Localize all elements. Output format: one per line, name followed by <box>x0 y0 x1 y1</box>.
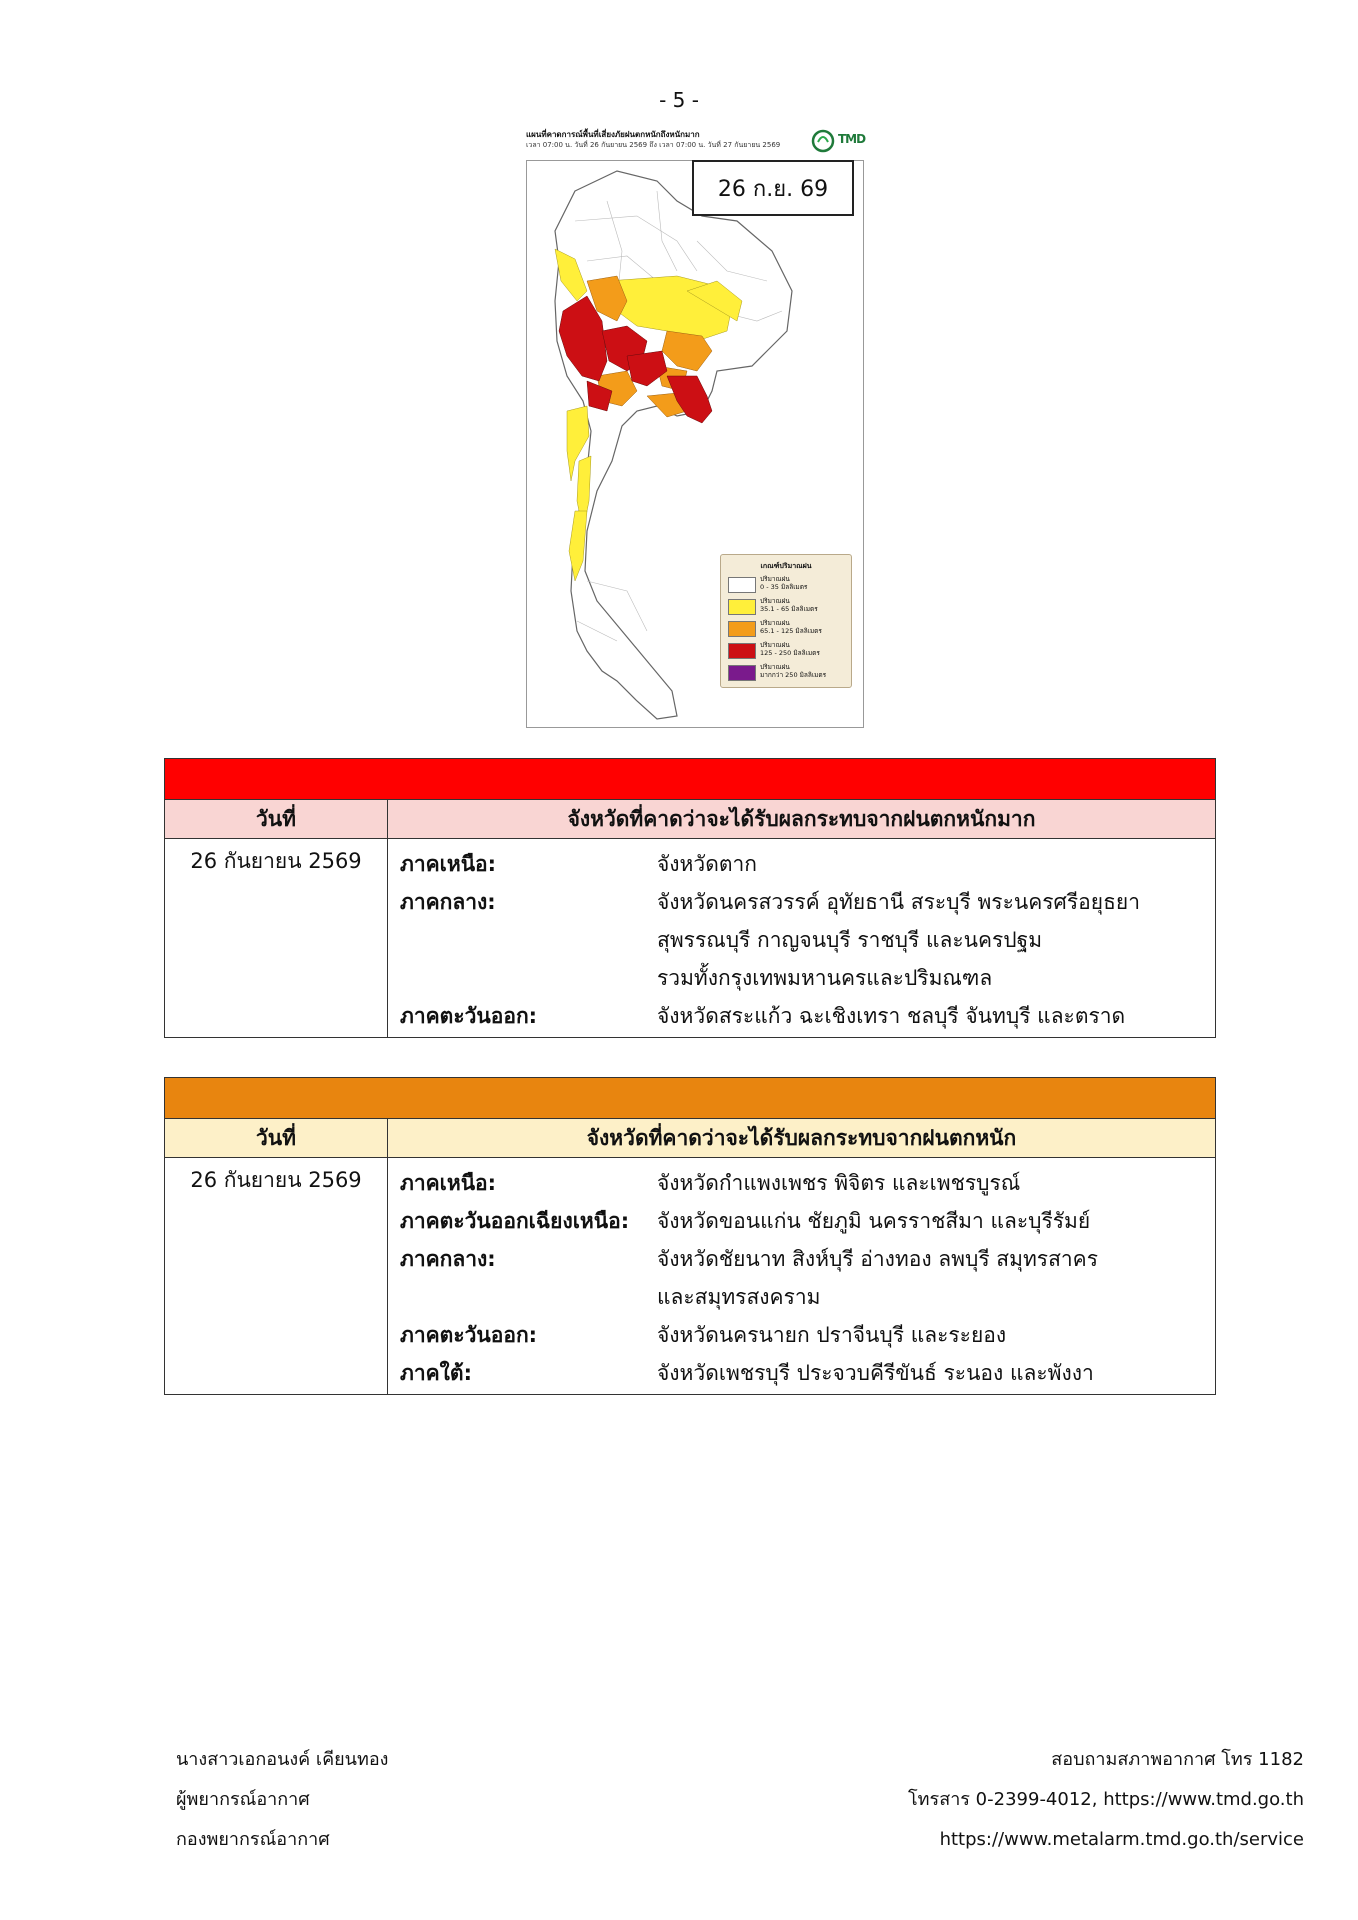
legend-title: เกณฑ์ปริมาณฝน <box>760 562 812 570</box>
legend-text: ปริมาณฝน 0 - 35 มิลลิเมตร <box>760 575 808 591</box>
heavy-rain-table <box>164 1077 1216 1395</box>
contact-fax-website[interactable]: โทรสาร 0-2399-4012, https://www.tmd.go.th <box>908 1789 1304 1810</box>
region-rows <box>388 839 1215 1037</box>
tmd-logo: TMD <box>838 132 866 146</box>
province-list: จังหวัดนครนายก ปราจีนบุรี และระยอง <box>657 1323 1007 1347</box>
legend-item <box>728 641 848 659</box>
legend-swatch <box>728 599 756 615</box>
region-name: ภาคตะวันออก: <box>400 1004 538 1028</box>
header-provinces: จังหวัดที่คาดว่าจะได้รับผลกระทบจากฝนตกหนัก <box>586 1125 1017 1150</box>
province-list: จังหวัดนครสวรรค์ อุทัยธานี สระบุรี พระนครศรีอยุธยา สุพรรณบุรี กาญจนบุรี ราชบุรี และนครปฐม รวมทั้งกรุงเทพมหานครและปริมณฑล <box>657 890 1140 990</box>
map-header <box>526 130 806 158</box>
legend-item <box>728 575 848 593</box>
contact-phone: สอบถามสภาพอากาศ โทร 1182 <box>1051 1749 1304 1770</box>
region-name: ภาคเหนือ: <box>400 1171 497 1195</box>
contact-service-link[interactable]: https://www.metalarm.tmd.go.th/service <box>939 1829 1304 1850</box>
region-name: ภาคใต้: <box>400 1361 472 1385</box>
forecaster-name: นางสาวเอกอนงค์ เคียนทอง <box>176 1749 389 1770</box>
region-row <box>388 1316 1215 1354</box>
region-row <box>388 1202 1215 1240</box>
footer-contact <box>908 1740 1304 1860</box>
region-name: ภาคเหนือ: <box>400 852 497 876</box>
legend-swatch <box>728 621 756 637</box>
table-header <box>165 1119 1215 1158</box>
region-row <box>388 1164 1215 1202</box>
region-rows <box>388 1158 1215 1394</box>
table-body <box>165 839 1215 1037</box>
region-name: ภาคกลาง: <box>400 1247 496 1271</box>
region-name: ภาคตะวันออก: <box>400 1323 538 1347</box>
region-row <box>388 997 1215 1035</box>
footer-signature <box>176 1740 388 1860</box>
rain-risk-map-figure <box>520 126 872 726</box>
legend-swatch <box>728 643 756 659</box>
table-body <box>165 1158 1215 1394</box>
region-row <box>388 1354 1215 1392</box>
province-list: จังหวัดตาก <box>657 852 757 876</box>
legend-item <box>728 663 848 681</box>
severity-bar-red <box>165 759 1215 800</box>
map-title: แผนที่คาดการณ์พื้นที่เสี่ยงภัยฝนตกหนักถึงหนักมาก <box>526 130 700 139</box>
region-name: ภาคตะวันออกเฉียงเหนือ: <box>400 1209 630 1233</box>
forecaster-title: ผู้พยากรณ์อากาศ <box>176 1789 310 1810</box>
very-heavy-rain-table <box>164 758 1216 1038</box>
agency-logo-icon <box>810 128 836 154</box>
province-list: จังหวัดขอนแก่น ชัยภูมิ นครราชสีมา และบุรีรัมย์ <box>657 1209 1091 1233</box>
province-list: จังหวัดชัยนาท สิงห์บุรี อ่างทอง ลพบุรี สมุทรสาคร และสมุทรสงคราม <box>657 1247 1099 1309</box>
header-date: วันที่ <box>165 1119 388 1157</box>
legend-text: ปริมาณฝน 125 - 250 มิลลิเมตร <box>760 641 820 657</box>
legend-swatch <box>728 577 756 593</box>
header-date: วันที่ <box>165 800 388 838</box>
forecast-date: 26 กันยายน 2569 <box>165 839 388 1037</box>
page-number: - 5 - <box>659 88 699 112</box>
legend-item <box>728 597 848 615</box>
header-provinces: จังหวัดที่คาดว่าจะได้รับผลกระทบจากฝนตกหนักมาก <box>567 806 1036 831</box>
forecast-date: 26 กันยายน 2569 <box>165 1158 388 1394</box>
legend-text: ปริมาณฝน 35.1 - 65 มิลลิเมตร <box>760 597 818 613</box>
legend-swatch <box>728 665 756 681</box>
forecaster-division: กองพยากรณ์อากาศ <box>176 1829 330 1850</box>
region-name: ภาคกลาง: <box>400 890 496 914</box>
province-list: จังหวัดสระแก้ว ฉะเชิงเทรา ชลบุรี จันทบุรี และตราด <box>657 1004 1126 1028</box>
map-subtitle: เวลา 07:00 น. วันที่ 26 กันยายน 2569 ถึง เวลา 07:00 น. วันที่ 27 กันยายน 2569 <box>526 141 781 149</box>
legend-text: ปริมาณฝน มากกว่า 250 มิลลิเมตร <box>760 663 827 679</box>
map-date-label: 26 ก.ย. 69 <box>692 160 854 216</box>
legend-item <box>728 619 848 637</box>
legend-text: ปริมาณฝน 65.1 - 125 มิลลิเมตร <box>760 619 822 635</box>
rain-legend <box>720 554 852 688</box>
severity-bar-orange <box>165 1078 1215 1119</box>
province-list: จังหวัดกำแพงเพชร พิจิตร และเพชรบูรณ์ <box>657 1171 1021 1195</box>
region-row <box>388 883 1215 997</box>
table-header <box>165 800 1215 839</box>
region-row <box>388 845 1215 883</box>
province-list: จังหวัดเพชรบุรี ประจวบคีรีขันธ์ ระนอง และพังงา <box>657 1361 1094 1385</box>
region-row <box>388 1240 1215 1316</box>
